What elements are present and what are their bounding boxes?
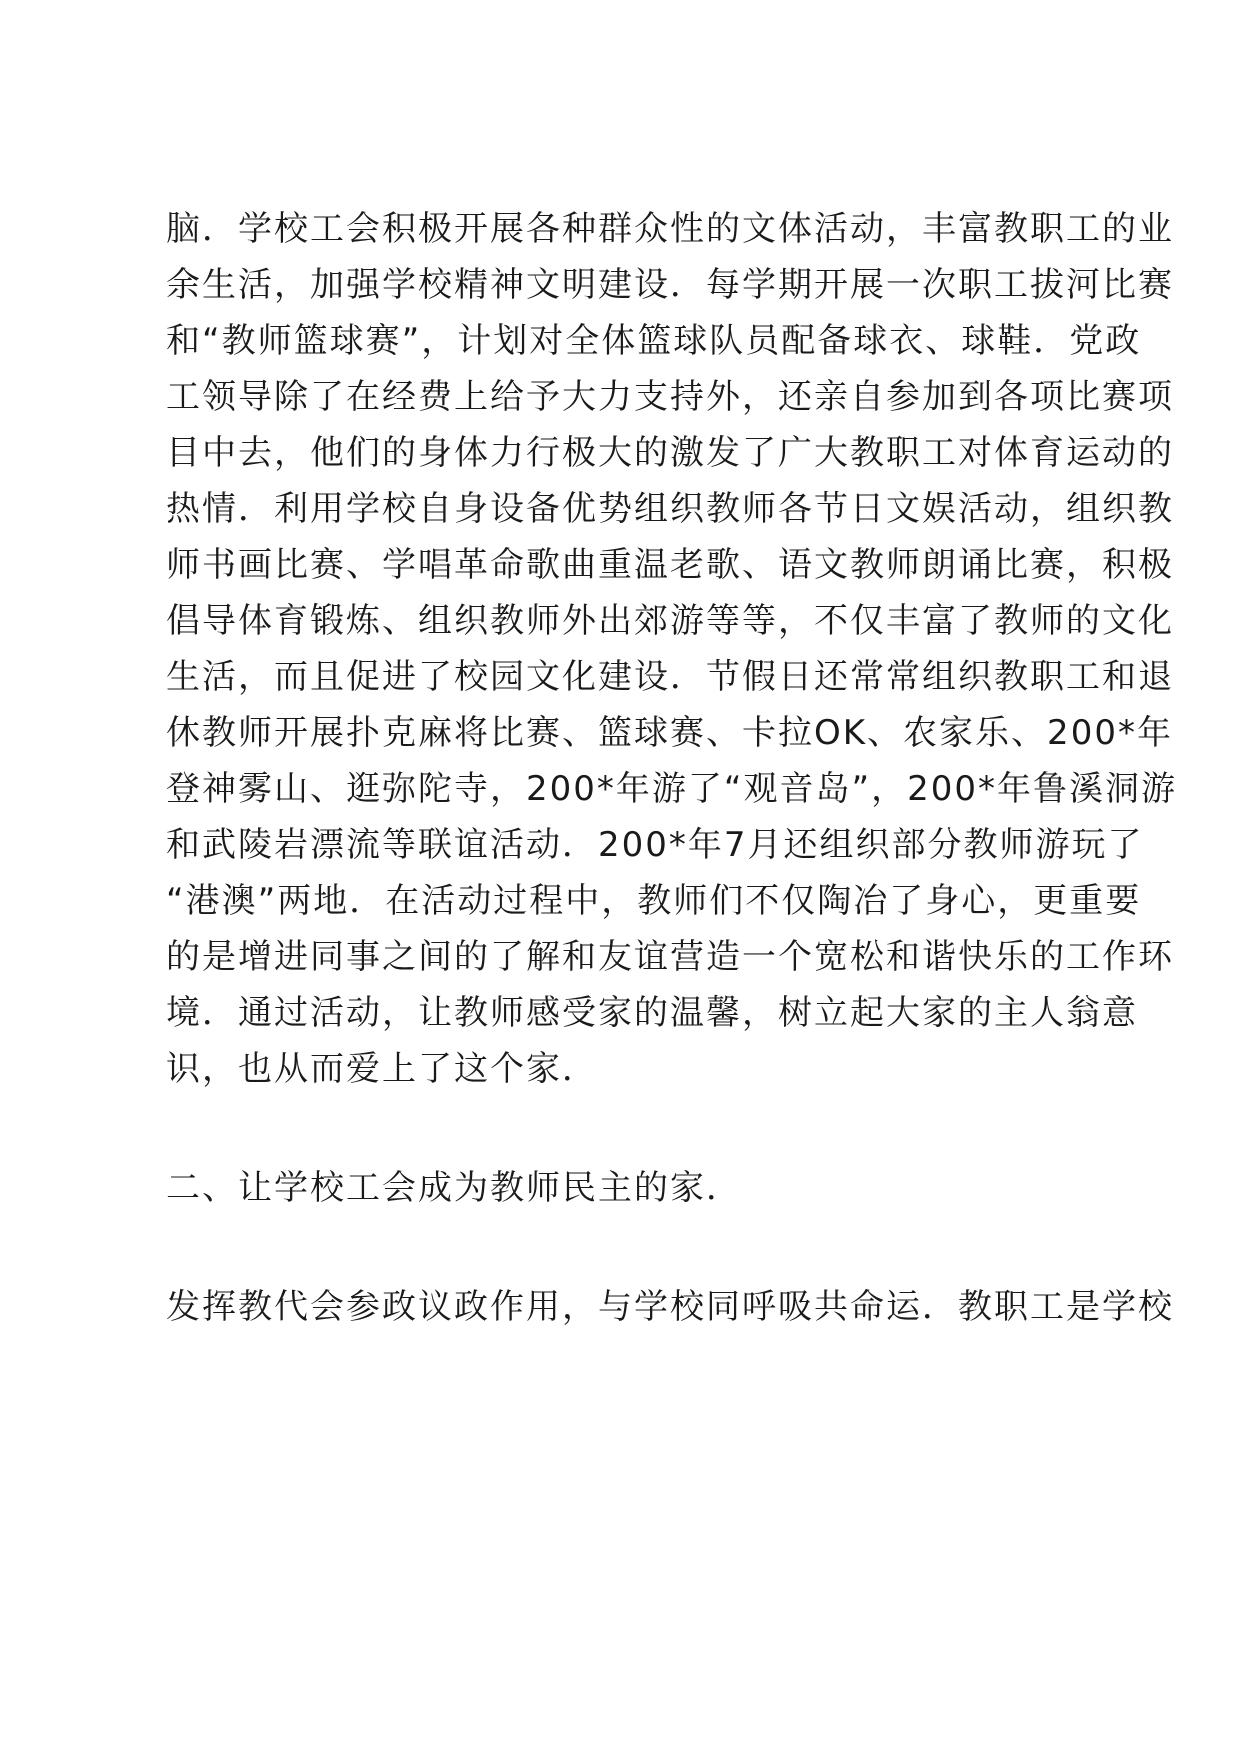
paragraph-1-line: 的是增进同事之间的了解和友谊营造一个宽松和谐快乐的工作环: [166, 937, 1174, 977]
paragraph-1-line: 生活，而且促进了校园文化建设．节假日还常常组织教职工和退: [166, 657, 1174, 697]
paragraph-1-line: 休教师开展扑克麻将比赛、篮球赛、卡拉OK、农家乐、200*年: [166, 713, 1173, 753]
paragraph-1-line: 倡导体育锻炼、组织教师外出郊游等等，不仅丰富了教师的文化: [166, 601, 1174, 641]
paragraph-1-line: 境．通过活动，让教师感受家的温馨，树立起大家的主人翁意: [166, 993, 1138, 1033]
paragraph-1-line: 余生活，加强学校精神文明建设．每学期开展一次职工拔河比赛: [166, 265, 1174, 305]
paragraph-1-line: 脑．学校工会积极开展各种群众性的文体活动，丰富教职工的业: [166, 209, 1174, 249]
paragraph-1-line: 工领导除了在经费上给予大力支持外，还亲自参加到各项比赛项: [166, 377, 1174, 417]
paragraph-1-line: 和“教师篮球赛”，计划对全体篮球队员配备球衣、球鞋．党政: [166, 321, 1142, 361]
paragraph-1-line: 和武陵岩漂流等联谊活动．200*年7月还组织部分教师游玩了: [166, 825, 1144, 865]
paragraph-1-line: 热情．利用学校自身设备优势组织教师各节日文娱活动，组织教: [166, 489, 1174, 529]
paragraph-1-line: 识，也从而爱上了这个家．: [166, 1049, 598, 1089]
paragraph-1-line: 目中去，他们的身体力行极大的激发了广大教职工对体育运动的: [166, 433, 1174, 473]
paragraph-1-line: 登神雾山、逛弥陀寺，200*年游了“观音岛”，200*年鲁溪洞游: [166, 769, 1178, 809]
paragraph-1-line: 师书画比赛、学唱革命歌曲重温老歌、语文教师朗诵比赛，积极: [166, 545, 1174, 585]
paragraph-2-line: 发挥教代会参政议政作用，与学校同呼吸共命运．教职工是学校: [166, 1287, 1174, 1327]
paragraph-1-line: “港澳”两地．在活动过程中，教师们不仅陶冶了身心，更重要: [166, 881, 1142, 921]
section-heading: 二、让学校工会成为教师民主的家．: [166, 1168, 742, 1208]
